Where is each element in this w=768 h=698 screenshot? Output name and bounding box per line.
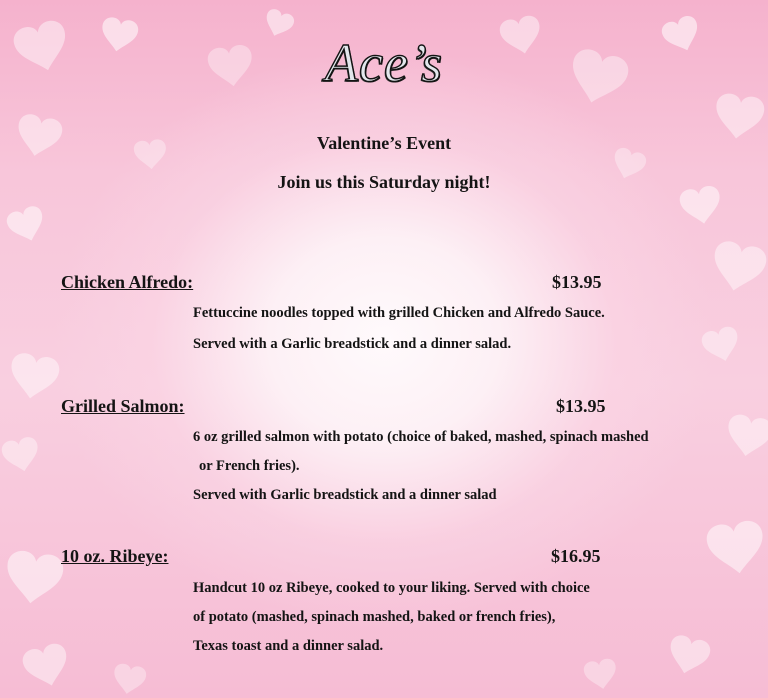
menu-item-description: or French fries).: [199, 458, 300, 474]
menu-item-price: $13.95: [556, 396, 606, 416]
restaurant-name: Ace’s: [325, 33, 443, 93]
menu-item-name: Chicken Alfredo:: [61, 272, 194, 292]
menu-item-description: Fettuccine noodles topped with grilled Chicken and Alfredo Sauce.: [193, 305, 605, 321]
event-title: Valentine’s Event: [316, 133, 452, 153]
menu-item-description: Handcut 10 oz Ribeye, cooked to your liking. Served with choice: [193, 580, 590, 596]
menu-item-name: 10 oz. Ribeye:: [61, 546, 169, 566]
menu-item-name: Grilled Salmon:: [61, 396, 185, 416]
menu-item-description: of potato (mashed, spinach mashed, baked or french fries),: [193, 609, 556, 625]
menu-item-description: Texas toast and a dinner salad.: [193, 638, 384, 654]
event-tagline: Join us this Saturday night!: [277, 172, 491, 192]
menu-item-description: Served with Garlic breadstick and a dinner salad: [193, 487, 497, 503]
menu-item-description: Served with a Garlic breadstick and a dinner salad.: [193, 336, 512, 352]
menu-item-price: $16.95: [551, 546, 601, 566]
menu-item-description: 6 oz grilled salmon with potato (choice of baked, mashed, spinach mashed: [193, 429, 649, 445]
menu-item-price: $13.95: [552, 272, 602, 292]
